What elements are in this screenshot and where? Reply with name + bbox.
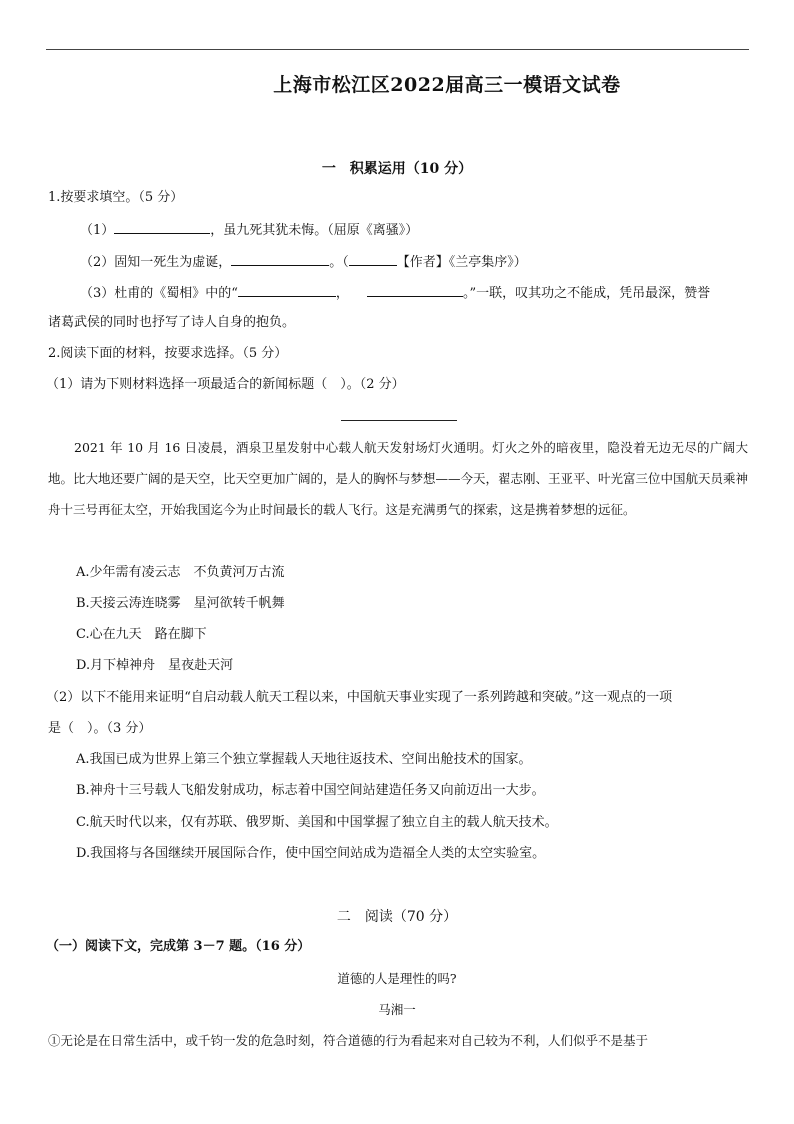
item-2-mid: 。（ bbox=[329, 255, 349, 270]
page-title: 上海市松江区2022届高三一模语文试卷 bbox=[273, 74, 621, 96]
question-2-sub-2: （2）以下不能用来证明“自启动载人航天工程以来，中国航天事业实现了一系列跨越和突破。”这一观点的一项 bbox=[46, 690, 673, 705]
article-author: 马湘一 bbox=[378, 1002, 416, 1017]
item-3-mid: ， bbox=[335, 286, 349, 301]
item-3-prefix: （3）杜甫的《蜀相》中的“ bbox=[80, 286, 238, 301]
answer-blank[interactable] bbox=[231, 251, 329, 266]
item-1-suffix: ，虽九死其犹未悔。（屈原《离骚》） bbox=[210, 223, 419, 238]
question-2-stem: 2.阅读下面的材料，按要求选择。（5 分） bbox=[48, 346, 288, 361]
item-2-suffix: 【作者】《兰亭集序》） bbox=[396, 255, 527, 270]
question-1-item-3 bbox=[80, 282, 748, 304]
option-c[interactable]: C.心在九天 路在脚下 bbox=[76, 627, 207, 642]
option-a[interactable]: A.少年需有凌云志 不负黄河万古流 bbox=[76, 565, 285, 580]
item-1-prefix: （1） bbox=[80, 223, 115, 238]
option-b[interactable]: B.天接云涛连晓雾 星河欲转千帆舞 bbox=[76, 596, 285, 611]
option-b[interactable]: B.神舟十三号载人飞船发射成功，标志着中国空间站建造任务又向前迈出一大步。 bbox=[76, 783, 545, 798]
answer-blank[interactable] bbox=[367, 282, 463, 297]
article-paragraph-1: ①无论是在日常生活中，或千钧一发的危急时刻，符合道德的行为看起来对自己较为不利，人们似乎不是基于 bbox=[48, 1033, 649, 1048]
question-1-item-1 bbox=[80, 219, 780, 241]
option-d[interactable]: D.月下棹神舟 星夜赴天河 bbox=[76, 658, 234, 673]
news-passage: 2021 年 10 月 16 日凌晨，酒泉卫星发射中心载人航天发射场灯火通明。灯火之外的暗夜里，隐没着无边无尽的广阔大地。比大地还要广阔的是天空，比天空更加广阔的，是人的胸怀与梦想——今天，翟志刚、王亚平、叶光富三位中国航天员乘神舟十三号再征太空，开始我国迄今为止时间最长的载人飞行。这是充满勇气的探索，这是携着梦想的远征。 bbox=[48, 440, 749, 517]
option-a[interactable]: A.我国已成为世界上第三个独立掌握载人天地往返技术、空间出舱技术的国家。 bbox=[76, 752, 532, 767]
article-title: 道德的人是理性的吗? bbox=[337, 971, 457, 986]
option-d[interactable]: D.我国将与各国继续开展国际合作，使中国空间站成为造福全人类的太空实验室。 bbox=[76, 846, 546, 861]
question-1-item-3-cont: 诸葛武侯的同时也抒写了诗人自身的抱负。 bbox=[48, 315, 296, 330]
question-2-sub-2-cont: 是（ ）。（3 分） bbox=[48, 721, 152, 736]
question-1-item-2 bbox=[80, 251, 780, 273]
question-1-stem: 1.按要求填空。（5 分） bbox=[48, 190, 184, 205]
author-blank[interactable] bbox=[349, 251, 397, 266]
item-3-suffix: 。”一联，叹其功之不能成，凭吊最深，赞誉 bbox=[462, 286, 711, 301]
headline-blank[interactable] bbox=[341, 420, 457, 421]
section-heading-accumulation: 一 积累运用（10 分） bbox=[321, 161, 473, 177]
answer-blank[interactable] bbox=[114, 219, 210, 234]
option-c[interactable]: C.航天时代以来，仅有苏联、俄罗斯、美国和中国掌握了独立自主的载人航天技术。 bbox=[76, 815, 558, 830]
answer-blank[interactable] bbox=[238, 282, 336, 297]
top-rule bbox=[46, 49, 749, 50]
section-heading-reading: 二 阅读（70 分） bbox=[336, 909, 458, 925]
question-2-sub-1: （1）请为下则材料选择一项最适合的新闻标题（ ）。（2 分） bbox=[46, 377, 405, 392]
reading-part-1-heading: （一）阅读下文，完成第 3－7 题。（16 分） bbox=[46, 939, 311, 954]
item-2-prefix: （2）固知一死生为虚诞， bbox=[80, 255, 232, 270]
